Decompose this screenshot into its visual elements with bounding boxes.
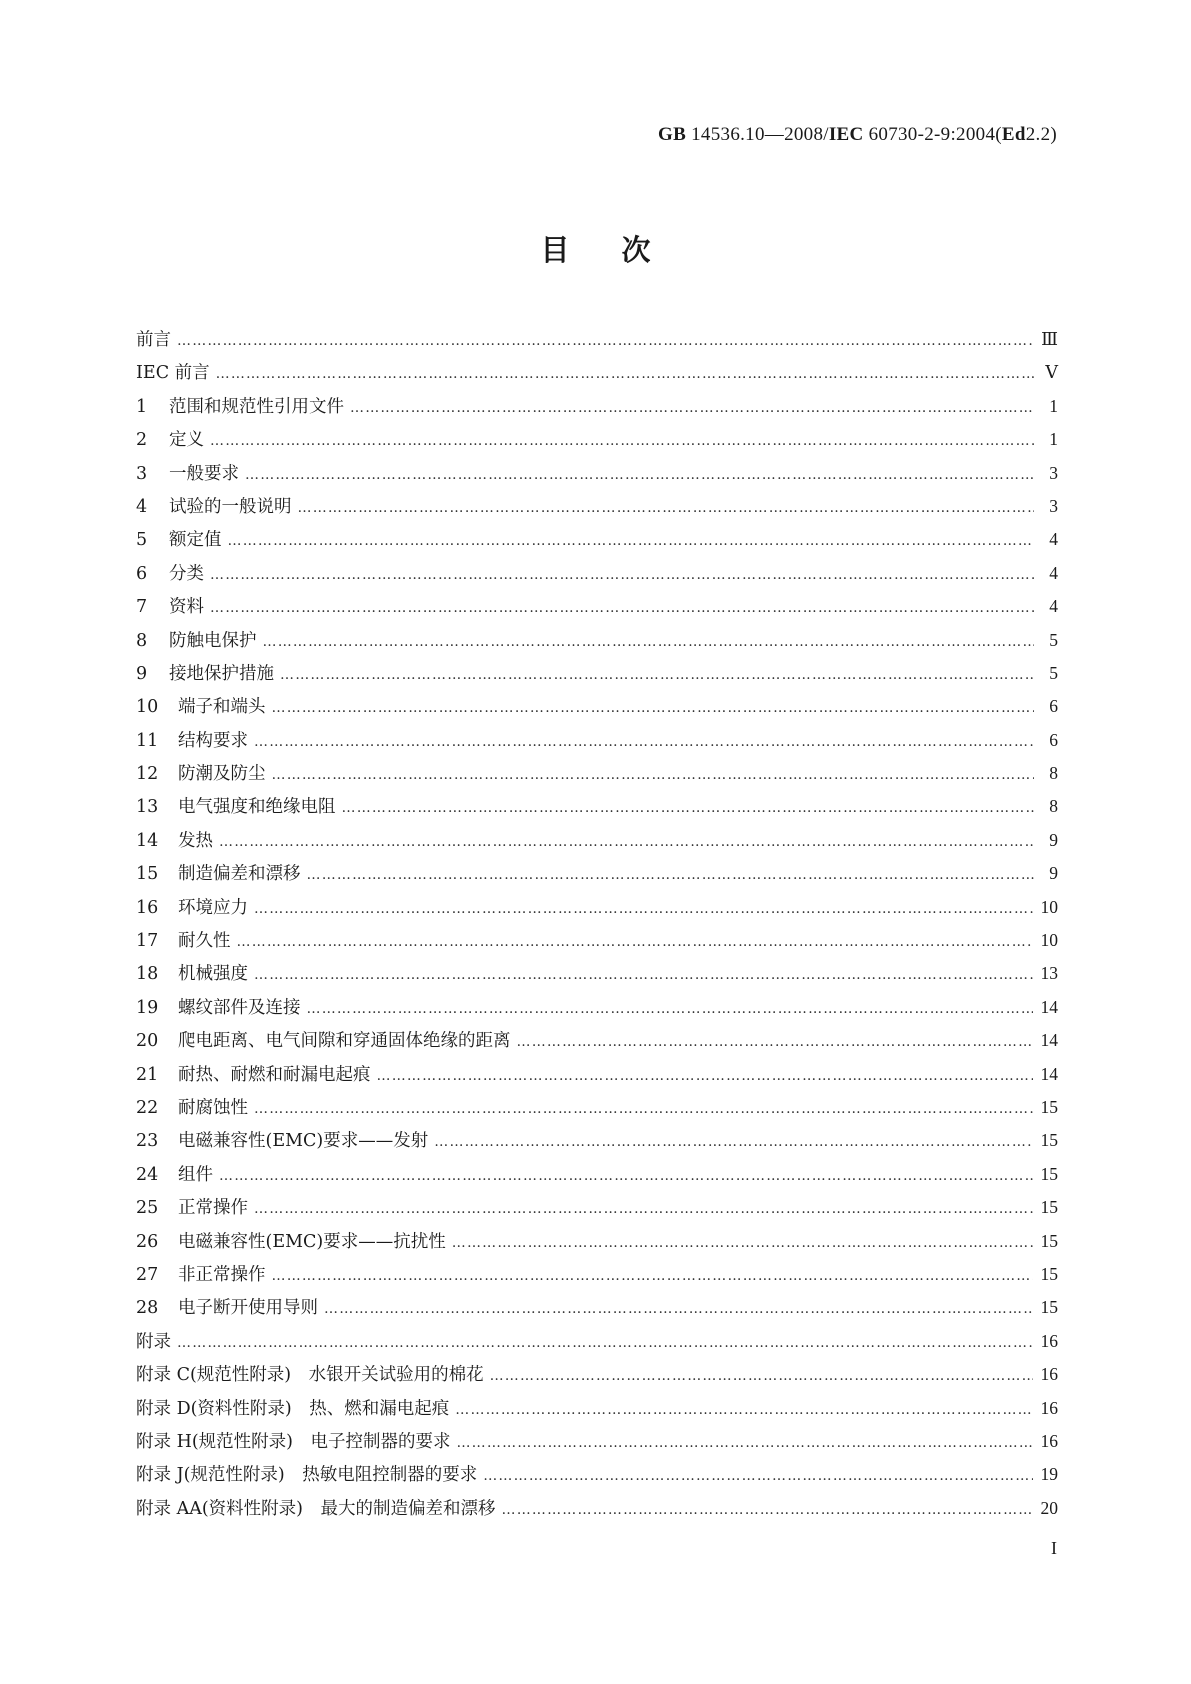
toc-entry-label: 电磁兼容性(EMC)要求——抗扰性 <box>178 1231 446 1252</box>
toc-entry-label: 附录 J(规范性附录) 热敏电阻控制器的要求 <box>136 1465 478 1486</box>
dot-leader <box>272 767 1035 783</box>
toc-entry-number: 7 <box>136 597 148 618</box>
toc-entry[interactable] <box>136 1161 1058 1194</box>
toc-entry[interactable] <box>136 727 1058 760</box>
dot-leader <box>517 1034 1033 1050</box>
toc-entry-label: 范围和规范性引用文件 <box>169 396 344 417</box>
toc-entry[interactable] <box>136 1027 1058 1060</box>
toc-entry-number: 19 <box>136 997 159 1018</box>
toc-entry-page: Ⅲ <box>1041 329 1058 349</box>
toc-entry-page: Ⅴ <box>1045 362 1058 383</box>
toc-entry-label: 防触电保护 <box>169 630 257 651</box>
iec-code: IEC <box>828 124 864 145</box>
dot-leader <box>307 867 1035 883</box>
dot-leader <box>254 1201 1033 1217</box>
toc-entry-page: 3 <box>1049 462 1058 483</box>
dot-leader <box>455 1402 1032 1418</box>
toc-entry-page: 4 <box>1049 529 1058 550</box>
toc-entry-number: 16 <box>136 897 159 918</box>
dot-leader <box>263 634 1035 650</box>
toc-entry[interactable] <box>136 560 1058 593</box>
dot-leader <box>254 734 1034 750</box>
toc-entry-number: 25 <box>136 1198 159 1219</box>
dot-leader <box>177 1335 1033 1351</box>
toc-entry-label: 附录 C(规范性附录) 水银开关试验用的棉花 <box>136 1365 484 1386</box>
toc-entry-page: 16 <box>1040 1430 1058 1451</box>
toc-entry[interactable] <box>136 1094 1058 1127</box>
edition-code-rest: 2.2) <box>1025 124 1057 145</box>
standard-number-header <box>658 124 1057 146</box>
toc-entry[interactable] <box>136 1194 1058 1227</box>
dot-leader <box>434 1134 1032 1150</box>
toc-entry-number: 1 <box>136 396 148 417</box>
toc-entry-number: 24 <box>136 1164 159 1185</box>
toc-entry-number: 14 <box>136 830 159 851</box>
toc-entry-number: 8 <box>136 630 148 651</box>
toc-entry-label: 耐热、耐燃和耐漏电起痕 <box>178 1064 371 1085</box>
toc-entry-number: 10 <box>136 697 159 718</box>
edition-code: Ed <box>1001 124 1026 145</box>
toc-entry-page: 8 <box>1049 763 1058 784</box>
toc-entry-page: 9 <box>1049 863 1058 884</box>
toc-entry-label: 环境应力 <box>178 897 248 918</box>
dot-leader <box>377 1068 1033 1084</box>
toc-entry-page: 5 <box>1049 629 1058 650</box>
dot-leader <box>298 500 1035 516</box>
toc-entry-label: 电气强度和绝缘电阻 <box>178 797 336 818</box>
toc-entry-label: 一般要求 <box>169 463 239 484</box>
toc-entry-label: 附录 <box>136 1331 171 1352</box>
toc-entry[interactable] <box>136 994 1058 1027</box>
toc-entry-page: 15 <box>1040 1130 1058 1151</box>
dot-leader <box>254 901 1033 917</box>
toc-entry-page: 3 <box>1049 495 1058 516</box>
dot-leader <box>483 1468 1032 1484</box>
toc-entry[interactable] <box>136 1294 1058 1327</box>
toc-entry-page: 6 <box>1049 696 1058 717</box>
toc-entry[interactable] <box>136 1228 1058 1261</box>
toc-entry[interactable] <box>136 860 1058 893</box>
dot-leader <box>490 1368 1033 1384</box>
toc-entry-number: 9 <box>136 663 148 684</box>
toc-entry-number: 12 <box>136 764 159 785</box>
toc-entry-page: 16 <box>1040 1364 1058 1385</box>
toc-entry-number: 15 <box>136 864 159 885</box>
toc-entry-label: 接地保护措施 <box>169 663 274 684</box>
toc-entry[interactable] <box>136 693 1058 726</box>
toc-entry-number: 21 <box>136 1064 159 1085</box>
toc-entry[interactable] <box>136 1428 1058 1461</box>
toc-entry-page: 15 <box>1040 1163 1058 1184</box>
toc-entry[interactable] <box>136 793 1058 826</box>
toc-entry-label: IEC 前言 <box>136 363 210 384</box>
toc-entry-page: 15 <box>1040 1197 1058 1218</box>
toc-entry-page: 10 <box>1040 930 1058 951</box>
toc-entry-number: 4 <box>136 496 148 517</box>
toc-entry-label: 试验的一般说明 <box>169 496 292 517</box>
toc-entry[interactable] <box>136 1261 1058 1294</box>
toc-entry[interactable] <box>136 359 1058 392</box>
toc-entry-label: 电子断开使用导则 <box>178 1298 318 1319</box>
toc-entry-page: 6 <box>1049 729 1058 750</box>
toc-entry-number: 18 <box>136 964 159 985</box>
dot-leader <box>245 467 1034 483</box>
dot-leader <box>342 800 1035 816</box>
toc-entry-label: 机械强度 <box>178 964 248 985</box>
toc-entry[interactable] <box>136 827 1058 860</box>
toc-entry-label: 电磁兼容性(EMC)要求——发射 <box>178 1131 429 1152</box>
toc-entry-label: 前言 <box>136 330 171 350</box>
toc-entry[interactable] <box>136 960 1058 993</box>
toc-entry-number: 17 <box>136 931 159 952</box>
dot-leader <box>272 700 1035 716</box>
iec-code-rest: 60730-2-9:2004( <box>863 124 1002 145</box>
toc-entry-page: 14 <box>1040 1030 1058 1051</box>
dot-leader <box>237 934 1033 950</box>
toc-entry-page: 5 <box>1049 662 1058 683</box>
toc-entry-label: 正常操作 <box>178 1198 248 1219</box>
toc-entry-number: 11 <box>136 730 159 751</box>
dot-leader <box>324 1301 1033 1317</box>
toc-entry[interactable] <box>136 660 1058 693</box>
toc-entry-label: 额定值 <box>169 530 222 551</box>
page-number: I <box>1051 1538 1057 1558</box>
toc-entry-number: 3 <box>136 463 148 484</box>
dot-leader <box>272 1268 1033 1284</box>
toc-entry-label: 非正常操作 <box>178 1264 266 1285</box>
toc-entry-page: 4 <box>1049 596 1058 617</box>
toc-entry-page: 15 <box>1040 1297 1058 1318</box>
toc-title: 目次 <box>540 233 703 267</box>
toc-entry[interactable] <box>136 393 1058 426</box>
toc-entry-page: 16 <box>1040 1330 1058 1351</box>
toc-entry[interactable] <box>136 1061 1058 1094</box>
dot-leader <box>350 400 1034 416</box>
toc-entry[interactable] <box>136 1127 1058 1160</box>
toc-entry[interactable] <box>136 493 1058 526</box>
toc-entry-number: 26 <box>136 1231 159 1252</box>
dot-leader <box>216 366 1034 382</box>
toc-entry-page: 15 <box>1040 1230 1058 1251</box>
toc-entry-label: 发热 <box>178 830 213 851</box>
toc-entry[interactable] <box>136 1461 1058 1494</box>
toc-entry-label: 附录 H(规范性附录) 电子控制器的要求 <box>136 1431 451 1452</box>
toc-entry-label: 组件 <box>178 1164 213 1185</box>
dot-leader <box>307 1001 1033 1017</box>
toc-entry-page: 1 <box>1049 395 1058 416</box>
toc-entry-number: 2 <box>136 430 148 451</box>
toc-entry-label: 爬电距离、电气间隙和穿通固体绝缘的距离 <box>178 1031 511 1052</box>
toc-entry-number: 20 <box>136 1031 159 1052</box>
toc-entry-number: 13 <box>136 797 159 818</box>
toc-entry-page: 13 <box>1040 963 1058 984</box>
toc-entry-label: 附录 D(资料性附录) 热、燃和漏电起痕 <box>136 1398 450 1419</box>
toc-entry-label: 耐腐蚀性 <box>178 1097 248 1118</box>
toc-entry-page: 9 <box>1049 829 1058 850</box>
dot-leader <box>254 1101 1033 1117</box>
dot-leader <box>219 834 1034 850</box>
dot-leader <box>210 600 1034 616</box>
dot-leader <box>452 1235 1033 1251</box>
dot-leader <box>228 533 1035 549</box>
dot-leader <box>210 567 1034 583</box>
dot-leader <box>210 433 1034 449</box>
toc-entry-label: 定义 <box>169 430 204 451</box>
toc-entry[interactable] <box>136 426 1058 459</box>
toc-entry-number: 23 <box>136 1131 159 1152</box>
toc-entry-page: 14 <box>1040 1063 1058 1084</box>
toc-entry-page: 16 <box>1040 1397 1058 1418</box>
toc-entry[interactable] <box>136 1361 1058 1394</box>
toc-entry-label: 端子和端头 <box>178 697 266 718</box>
toc-entry-label: 制造偏差和漂移 <box>178 864 301 885</box>
dot-leader <box>177 333 1033 349</box>
toc-entry[interactable] <box>136 326 1058 359</box>
toc-entry-page: 14 <box>1040 996 1058 1017</box>
toc-entry[interactable] <box>136 460 1058 493</box>
toc-entry[interactable] <box>136 760 1058 793</box>
toc-entry[interactable] <box>136 1328 1058 1361</box>
toc-entry-label: 结构要求 <box>178 730 248 751</box>
dot-leader <box>254 967 1033 983</box>
toc-entry[interactable] <box>136 627 1058 660</box>
dot-leader <box>456 1435 1032 1451</box>
toc-entry-number: 22 <box>136 1097 159 1118</box>
gb-code-rest: 14536.10—2008/ <box>686 124 829 145</box>
dot-leader <box>502 1502 1033 1518</box>
toc-entry-page: 15 <box>1040 1096 1058 1117</box>
table-of-contents <box>136 326 1058 1528</box>
toc-entry-page: 10 <box>1040 896 1058 917</box>
toc-entry[interactable] <box>136 1495 1058 1528</box>
toc-entry-page: 19 <box>1040 1464 1058 1485</box>
toc-entry-label: 螺纹部件及连接 <box>178 997 301 1018</box>
toc-entry-label: 附录 AA(资料性附录) 最大的制造偏差和漂移 <box>136 1498 496 1519</box>
toc-entry-page: 4 <box>1049 562 1058 583</box>
toc-entry-number: 28 <box>136 1298 159 1319</box>
toc-entry[interactable] <box>136 927 1058 960</box>
toc-entry-number: 27 <box>136 1264 159 1285</box>
toc-entry-page: 20 <box>1040 1497 1058 1518</box>
gb-code: GB <box>658 124 687 145</box>
toc-entry-page: 8 <box>1049 796 1058 817</box>
toc-entry-page: 1 <box>1049 429 1058 450</box>
toc-entry-label: 资料 <box>169 597 204 618</box>
toc-entry[interactable] <box>136 1395 1058 1428</box>
toc-entry[interactable] <box>136 526 1058 559</box>
toc-entry-number: 6 <box>136 563 148 584</box>
toc-entry-label: 防潮及防尘 <box>178 764 266 785</box>
toc-entry[interactable] <box>136 593 1058 626</box>
toc-entry-label: 耐久性 <box>178 931 231 952</box>
toc-entry-number: 5 <box>136 530 148 551</box>
toc-entry[interactable] <box>136 894 1058 927</box>
dot-leader <box>280 667 1034 683</box>
toc-entry-page: 15 <box>1040 1263 1058 1284</box>
dot-leader <box>219 1168 1033 1184</box>
toc-entry-label: 分类 <box>169 563 204 584</box>
